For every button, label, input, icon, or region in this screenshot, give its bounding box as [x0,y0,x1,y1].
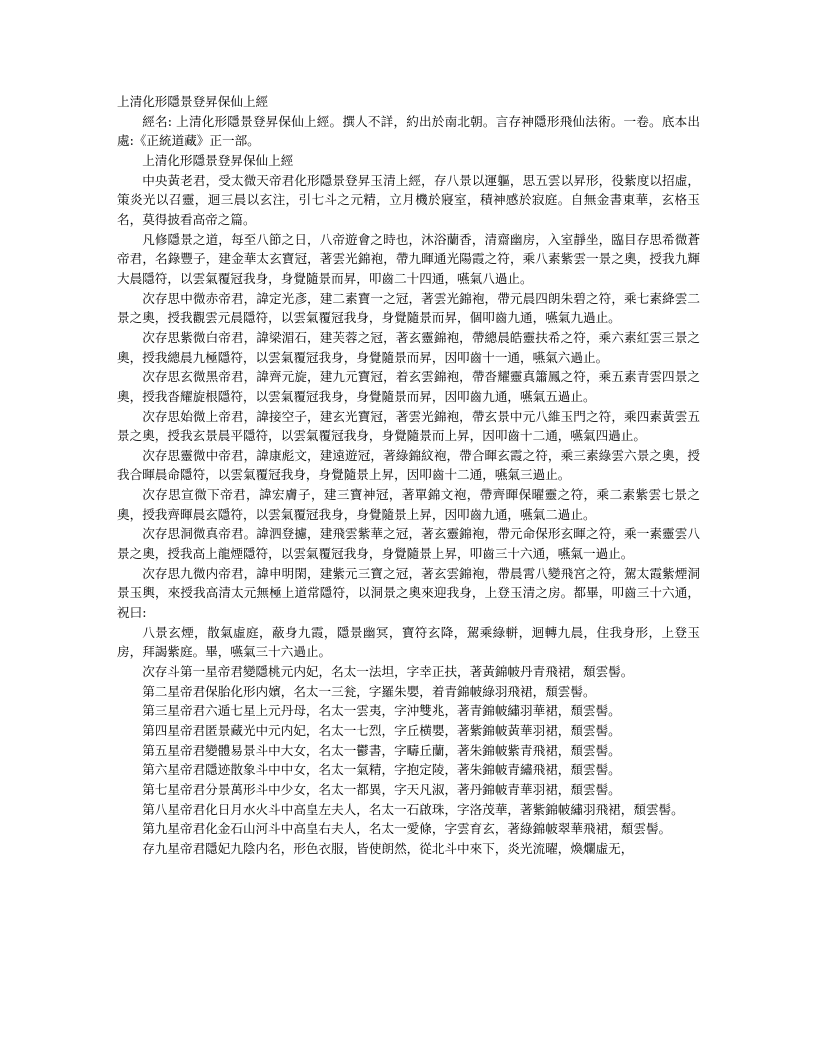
document-paragraph: 中央黃老君，受太微天帝君化形隱景登昇玉清上經，存八景以運軀，思五雲以昇形，役紫度以招虛，策炎光以召靈，迴三晨以玄注，引七斗之元精，立月機於寢室，積神感於寂庭。自無金書東華，玄格玉名，莫得披看高帝之篇。 [117,172,700,227]
document-paragraph: 次存斗第一星帝君變隱桃元内妃，名太一法坦，字幸正扶，著黃錦帔丹青飛裙，頹雲髻。 [142,664,634,680]
document-paragraph: 第九星帝君化金石山河斗中高皇右夫人，名太一愛條，字雲育玄，著綠錦帔翠華飛裙，頹雲髻。 [142,821,672,837]
document-paragraph: 第七星帝君分景萬形斗中少女，名太一都異，字天凡淑，著丹錦帔青華羽裙，頹雲髻。 [142,781,621,797]
document-paragraph: 次存思宣微下帝君，諱宏膚子，建三寶神冠，著單錦文袍，帶齊暉保曜靈之符，乘二素紫雲七景之奧，授我齊暉晨玄隱符，以雲氣覆冠我身，身覺隨景上昇，因叩齒九通，嚥氣二過止。 [117,487,700,522]
document-paragraph: 第五星帝君變體易景斗中大女，名太一鬱書，字疇丘蘭，著朱錦帔紫青飛裙，頹雲髻。 [142,742,621,758]
document-paragraph: 經名: 上清化形隱景登昇保仙上經。撰人不詳，約出於南北朝。言存神隱形飛仙法術。一卷。底本出處:《正統道藏》正一部。 [117,113,700,149]
document-paragraph: 次存思始微上帝君，諱接空子，建玄光寶冠，著雲光錦袍，帶玄景中元八維玉門之符，乘四素黃雲五景之奧，授我玄景晨平隱符，以雲氣覆冠我身，身覺隨景而上昇，因叩齒十二通，嚥氣四過止。 [117,408,700,444]
document-paragraph: 次存思九微内帝君，諱申明閑，建紫元三寶之冠，著玄雲錦袍，帶晨霄八變飛宮之符，駕太霞紫煙洞景玉輿，來授我高清太元無極上道常隱符，以洞景之奧來迎我身，上登玉清之房。都畢，叩齒三十六通，祝曰: [117,565,700,621]
document-paragraph: 存九星帝君隱妃九陰内名，形色衣服，皆使朗然，從北斗中來下，炎光流曜，煥爛虛无， [142,840,634,856]
document-paragraph: 第三星帝君六遁七星上元丹母，名太一雲夷，字沖雙兆，著青錦帔繡羽華裙，頹雲髻。 [142,703,621,719]
document-paragraph: 第六星帝君隱迹散象斗中中女，名太一氣精，字抱定陵，著朱錦帔青繡飛裙，頹雲髻。 [142,762,621,778]
document-paragraph: 次存思靈微中帝君，諱康彪文，建遠遊冠，著綠錦紋袍，帶合暉玄霞之符，乘三素綠雲六景之奧，授我合暉晨命隱符，以雲氣覆冠我身，身覺隨景上昇，因叩齒十二通，嚥氣三過止。 [117,447,700,483]
document-paragraph: 第四星帝君匿景藏光中元内妃，名太一七烈，字丘横嬰，著紫錦帔黃華羽裙，頹雲髻。 [142,723,621,738]
document-paragraph: 次存思玄微黑帝君，諱齊元旋，建九元寶冠，着玄雲錦袍，帶沓耀靈真簫鳳之符，乘五素青雲四景之奧，授我沓耀旋根隱符，以雲氣覆冠我身，身覺隨景而昇，因叩齒九通，嚥氣五過止。 [117,369,700,404]
document-paragraph: 第八星帝君化日月水火斗中高皇左夫人，名太一石啟珠，字洛茂華，著紫錦帔繡羽飛裙，頹雲髻。 [142,801,684,817]
document-text-body [117,92,700,859]
document-paragraph: 八景玄煙，散氣虛庭，蔽身九霞，隱景幽冥，寶符玄降，駕乘綠軿，迴轉九晨，住我身形，上登玉房，拜謁紫庭。畢，嚥氣三十六過止。 [117,624,700,660]
document-paragraph: 次存思紫微白帝君，諱梁湄石，建芙蓉之冠，著玄靈錦袍，帶總晨皓靈扶希之符，乘六素紅雲三景之奧，授我總晨九極隱符，以雲氣覆冠我身，身覺隨景而昇，因叩齒十一通，嚥氣六過止。 [117,329,700,365]
page-title: 上清化形隱景登昇保仙上經 [117,94,269,109]
document-paragraph: 次存思洞微真帝君。諱泗登攄，建飛雲紫華之冠，著玄靈錦袍，帶元命保形玄暉之符，乘一素靈雲八景之奧，授我高上龍煙隱符，以雲氣覆冠我身，身覺隨景上昇，叩齒三十六通，嚥氣一過止。 [117,526,700,562]
document-paragraph: 次存思中微赤帝君，諱定光彥，建二素寶一之冠，著雲光錦袍，帶元晨四朗朱碧之符，乘七素絳雲二景之奧，授我觀雲元晨隱符，以雲氣覆冠我身，身覺隨景而昇，個叩齒九通，嚥氣九過止。 [117,290,700,326]
document-paragraph: 上清化形隱景登昇保仙上經 [142,152,294,168]
document-paragraph: 凡修隱景之道，每至八節之日，八帝遊會之時也，沐浴蘭香，清齋幽房，入室靜坐，臨目存思希微蒼帝君，名錄豐子，建金華太玄寶冠，著雲光錦袍，帶九暉通光陽霞之符，乘八素紫雲一景之奧，授我九輝大晨隱符，以雲氣覆冠我身，身覺隨景而昇，叩齒二十四通，嚥氣八過止。 [117,231,700,286]
document-paragraph: 第二星帝君保胎化形内嬪，名太一三瓮，字羅朱嬰，着青錦帔綠羽飛裙，頹雲髻。 [142,683,596,699]
